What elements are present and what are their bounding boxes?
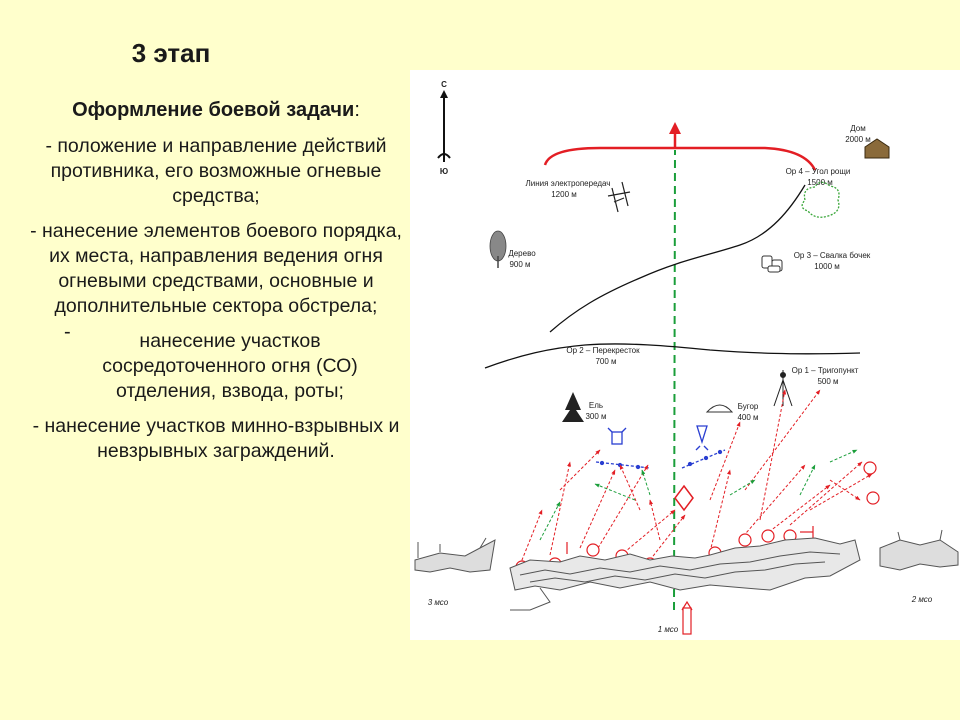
crossroad-label: Ор 2 – Перекресток	[566, 346, 640, 355]
trig-label: Ор 1 – Тригопункт	[791, 366, 859, 375]
bullet-obstacles: - нанесение участков минно-взрывных и невзрывных заграждений.	[32, 415, 400, 462]
powerline-distance: 1200 м	[551, 190, 577, 199]
direction-line	[674, 150, 675, 610]
trench-outline	[415, 530, 958, 610]
terrain-lines	[485, 185, 860, 368]
enemy-symbol-left	[596, 428, 650, 469]
landmark-house	[845, 124, 889, 158]
compass-south-label: Ю	[439, 167, 449, 176]
landmark-grove	[786, 167, 851, 217]
terrain-line-lower	[485, 344, 860, 368]
grove-icon	[802, 182, 839, 217]
subtitle-colon: :	[354, 99, 360, 121]
trig-distance: 500 м	[817, 377, 839, 386]
barrels-icon	[762, 256, 782, 272]
tree-distance: 900 м	[509, 260, 531, 269]
subtitle-text: Оформление боевой задачи	[72, 99, 355, 121]
compass-north-label: С	[441, 80, 447, 89]
bullet-dash: -	[64, 321, 71, 343]
hill-distance: 400 м	[737, 413, 759, 422]
barrels-distance: 1000 м	[814, 262, 840, 271]
battle-scheme-panel	[410, 70, 960, 640]
landmark-hill	[707, 402, 759, 422]
hill-icon	[707, 405, 732, 412]
battle-scheme	[410, 70, 960, 640]
grove-label: Ор 4 – Угол рощи	[785, 167, 851, 176]
landmark-barrels	[762, 251, 871, 272]
bullet-battle-order: - нанесение элементов боевого порядка, их места, направления ведения огня огневыми средствами, основные и дополнительные сектора обстрела;	[30, 220, 402, 317]
fir-icon	[562, 392, 584, 422]
bullet-enemy-position: - положение и направление действий противника, его возможные огневые средства;	[45, 135, 387, 207]
bullet-concentrated-fire	[20, 321, 412, 404]
bullet-concentrated-fire-text: нанесение участков сосредоточенного огня (СО) отделения, взвода, роты;	[102, 330, 358, 402]
landmark-powerline	[526, 179, 630, 212]
subtitle	[20, 99, 412, 122]
unit-label-right: 2 мсо	[911, 595, 933, 604]
enemy-positions	[596, 426, 725, 469]
concentrated-fire-marker	[675, 486, 693, 510]
tree-icon	[490, 231, 506, 268]
landmark-tree	[490, 231, 536, 269]
house-label: Дом	[850, 124, 866, 133]
compass-arrowhead	[440, 90, 448, 98]
grove-distance: 1500 м	[807, 178, 833, 187]
task-text-column	[20, 38, 412, 474]
fire-sectors-green	[540, 450, 857, 540]
unit-label-center: 1 мсо	[657, 625, 679, 634]
house-distance: 2000 м	[845, 135, 871, 144]
fir-distance: 300 м	[585, 412, 607, 421]
powerline-icon	[608, 182, 630, 212]
unit-label-left: 3 мсо	[427, 598, 449, 607]
tree-label: Дерево	[508, 249, 536, 258]
enemy-symbol-right	[682, 426, 725, 468]
hill-label: Бугор	[737, 402, 759, 411]
arc-up-arrowhead	[669, 122, 681, 134]
fir-label: Ель	[588, 401, 604, 410]
stage-title: 3 этап	[131, 38, 211, 68]
landmark-trig	[774, 366, 859, 406]
main-direction-arc	[545, 122, 815, 170]
crossroad-distance: 700 м	[595, 357, 617, 366]
command-post-marker	[683, 608, 691, 634]
compass	[438, 80, 450, 176]
landmark-fir	[562, 392, 607, 422]
powerline-label: Линия электропередач	[525, 179, 611, 188]
barrels-label: Ор 3 – Свалка бочек	[793, 251, 871, 260]
landmark-crossroad	[566, 346, 640, 366]
